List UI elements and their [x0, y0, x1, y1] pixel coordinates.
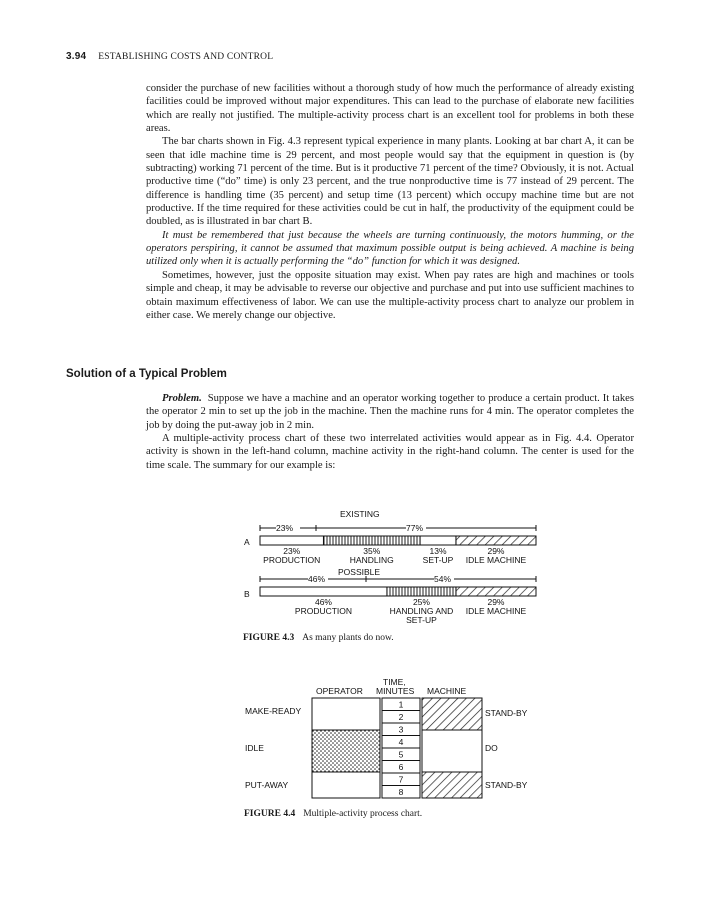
- bar-segment-idle-machine: [456, 587, 536, 596]
- category-label: SET-UP: [422, 555, 454, 565]
- bar-a-label: A: [244, 537, 250, 547]
- body-top: [146, 82, 634, 322]
- right-label-do: DO: [485, 743, 498, 753]
- category-label: PRODUCTION: [294, 606, 353, 616]
- paragraph: The bar charts shown in Fig. 4.3 represent typical experience in many plants. Looking at bar chart A, it can be seen that idle machine time is 29 percent, and most people would say that the equipment in question is (by subtracting) working 71 percent of the time. But is it productive 71 percent of the time? Obviously, it is not. Actual productive time (“do” time) is only 23 percent, and the true nonproductive time is 77 instead of 29 percent. The difference is handling time (35 percent) and setup time (13 percent) which occupy machine time but are not productive. If the time required for these activities could be cut in half, the productivity of the equipment could be doubled, as is illustrated in bar chart B.: [146, 136, 634, 228]
- possible-label: POSSIBLE: [338, 567, 381, 577]
- left-label-make-ready: MAKE-READY: [245, 706, 302, 716]
- figure-4-4: [242, 676, 562, 806]
- a-right-pct: 77%: [406, 523, 424, 533]
- col-time-line1: TIME,: [383, 677, 406, 687]
- right-label-stand-by-2: STAND-BY: [485, 780, 528, 790]
- bar-segment-handling: [323, 536, 420, 545]
- running-header: [66, 51, 273, 62]
- value-label: 35%: [363, 546, 381, 556]
- page-number: 3.94: [66, 51, 87, 62]
- value-label: 13%: [429, 546, 447, 556]
- problem-label: Problem.: [162, 393, 202, 404]
- minute-label: 7: [398, 774, 404, 785]
- category-label: HANDLING AND: [389, 606, 454, 616]
- paragraph: A multiple-activity process chart of these two interrelated activities would appear as in Fig. 4.4. Operator activity is shown in the left-hand column, machine activity in the right-hand column. The center is used for the time scale. The summary for our example is:: [146, 433, 634, 471]
- caption-label: FIGURE 4.3: [243, 633, 295, 643]
- bar-b-labels: [295, 597, 527, 625]
- b-right-pct: 54%: [434, 574, 452, 584]
- problem-text: Suppose we have a machine and an operator working together to produce a certain product. It takes the operator 2 min to set up the job in the machine. Then the machine runs for 4 min. The operator completes the job by doing the put-away job in 2 min.: [146, 393, 634, 431]
- figure-4-4-caption: [244, 809, 422, 819]
- category-label: IDLE MACHINE: [465, 555, 527, 565]
- caption-text: As many plants do now.: [302, 633, 394, 643]
- caption-label: FIGURE 4.4: [244, 809, 296, 819]
- category-label: HANDLING: [349, 555, 394, 565]
- col-operator: OPERATOR: [316, 686, 363, 696]
- section-heading: Solution of a Typical Problem: [66, 368, 227, 380]
- value-label: 25%: [412, 597, 430, 607]
- category-label: SET-UP: [406, 615, 437, 625]
- bar-segment-production: [260, 587, 387, 596]
- section-title: ESTABLISHING COSTS AND CONTROL: [98, 52, 274, 62]
- time-scale: [382, 698, 420, 798]
- bar-segment-production: [260, 536, 323, 545]
- value-label: 46%: [314, 597, 332, 607]
- minute-label: 4: [398, 737, 404, 747]
- minute-label: 6: [398, 762, 404, 772]
- a-left-pct: 23%: [276, 523, 294, 533]
- bar-a-labels: [263, 546, 526, 565]
- paragraph: Sometimes, however, just the opposite situation may exist. When pay rates are high and machines or tools simple and cheap, it may be advisable to reverse our objective and purchase and put into use sufficient machines to obtain maximum effectiveness of labor. We can use the multiple-activity process chart to analyze our problem in either case. We merely change our objective.: [146, 269, 634, 321]
- value-label: 29%: [487, 546, 505, 556]
- caption-text: Multiple-activity process chart.: [303, 809, 423, 819]
- bar-segment-handling-and-set-up: [387, 587, 456, 596]
- col-time-line2: MINUTES: [376, 686, 415, 696]
- minute-label: 8: [398, 787, 404, 797]
- category-label: PRODUCTION: [263, 555, 321, 565]
- category-label: IDLE MACHINE: [465, 606, 527, 616]
- right-label-stand-by: STAND-BY: [485, 708, 528, 718]
- col-machine: MACHINE: [427, 686, 467, 696]
- fig43-title: EXISTING: [340, 509, 380, 519]
- paragraph-italic: It must be remembered that just because the wheels are turning continuously, the motors humming, or the operators perspiring, it cannot be assumed that maximum possible output is being achieved. A machine is being utilized only when it is actually performing the “do” function for which it was designed.: [146, 229, 634, 268]
- figure-4-3-caption: [243, 633, 394, 643]
- bar-segment-set-up: [420, 536, 456, 545]
- minute-label: 2: [398, 712, 404, 722]
- bar-a: [260, 536, 536, 545]
- body-problem: [146, 392, 634, 472]
- bar-b-label: B: [244, 589, 250, 599]
- bar-b: [260, 587, 536, 596]
- paragraph: consider the purchase of new facilities without a thorough study of how much the performance of already existing facilities could be improved without major expenditures. This can lead to the purchase of elaborate new facilities which are really not justified. The multiple-activity process chart is an excellent tool for problems in both these areas.: [146, 83, 634, 135]
- value-label: 29%: [487, 597, 505, 607]
- value-label: 23%: [283, 546, 301, 556]
- minute-label: 3: [398, 724, 404, 735]
- left-label-idle: IDLE: [245, 743, 264, 753]
- minute-label: 5: [398, 749, 404, 760]
- left-label-put-away: PUT-AWAY: [245, 780, 289, 790]
- figure-4-3: [236, 505, 546, 625]
- b-left-pct: 46%: [308, 574, 326, 584]
- minute-label: 1: [398, 699, 404, 710]
- bar-segment-idle-machine: [456, 536, 536, 545]
